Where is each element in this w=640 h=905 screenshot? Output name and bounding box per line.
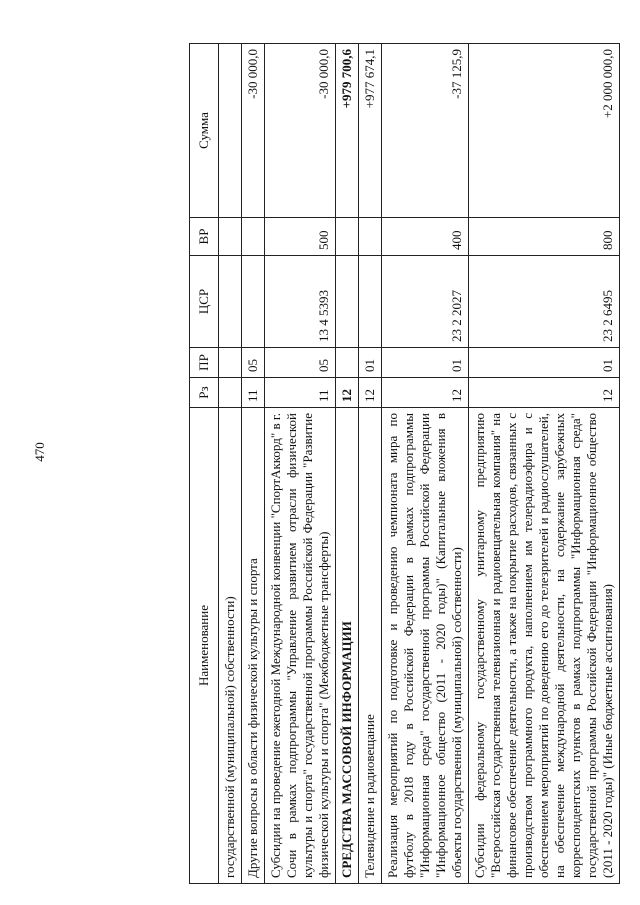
budget-table-sheet bbox=[189, 44, 640, 884]
header-csr: ЦСР bbox=[190, 256, 219, 348]
row-csr bbox=[242, 256, 265, 348]
row-rz: 12 bbox=[359, 378, 382, 408]
row-vr: 400 bbox=[382, 218, 469, 256]
row-pr: 05 bbox=[265, 348, 336, 378]
table-row bbox=[359, 44, 382, 884]
row-name: Другие вопросы в области физической культуры и спорта bbox=[242, 408, 265, 884]
header-name: Наименование bbox=[190, 408, 219, 884]
row-csr: 23 2 2027 bbox=[382, 256, 469, 348]
page-number: 470 bbox=[32, 442, 47, 462]
row-rz bbox=[219, 378, 242, 408]
row-sum: +977 674,1 bbox=[359, 44, 382, 218]
table-row bbox=[219, 44, 242, 884]
row-sum bbox=[219, 44, 242, 218]
row-pr bbox=[336, 348, 359, 378]
row-sum: +979 700,6 bbox=[336, 44, 359, 218]
row-name: Телевидение и радиовещание bbox=[359, 408, 382, 884]
row-vr bbox=[242, 218, 265, 256]
header-sum: Сумма bbox=[190, 44, 219, 218]
row-rz: 12 bbox=[382, 378, 469, 408]
table-row bbox=[469, 44, 620, 884]
row-csr: 23 2 6495 bbox=[469, 256, 620, 348]
row-csr bbox=[336, 256, 359, 348]
table-row bbox=[382, 44, 469, 884]
table-header-row bbox=[190, 44, 219, 884]
row-rz: 11 bbox=[265, 378, 336, 408]
row-name: Субсидии федеральному государственному унитарному предприятию "Всероссийская государственная телевизионная и радиовещательная компания" на финансовое обеспечение деятельности, а также на покрытие расходов, связанных с производством программного продукта, наполнением им телерадиоэфира и с обеспечением мероприятий по доведению его до телезрителей и радиослушателей, на обеспечение международной деятельности, на содержание зарубежных корреспондентских пунктов в рамках подпрограммы "Информационная среда" государственной программы Российской Федерации "Информационное общество (2011 - 2020 годы)" (Иные бюджетные ассигнования) bbox=[469, 408, 620, 884]
row-vr: 800 bbox=[469, 218, 620, 256]
row-csr bbox=[219, 256, 242, 348]
row-pr bbox=[219, 348, 242, 378]
row-pr: 01 bbox=[469, 348, 620, 378]
row-vr: 500 bbox=[265, 218, 336, 256]
row-rz: 11 bbox=[242, 378, 265, 408]
table-row bbox=[242, 44, 265, 884]
row-csr: 13 4 5393 bbox=[265, 256, 336, 348]
row-pr: 01 bbox=[359, 348, 382, 378]
row-pr: 01 bbox=[382, 348, 469, 378]
header-vr: ВР bbox=[190, 218, 219, 256]
header-pr: ПР bbox=[190, 348, 219, 378]
row-sum: +2 000 000,0 bbox=[469, 44, 620, 218]
budget-table bbox=[189, 43, 620, 884]
row-vr bbox=[336, 218, 359, 256]
row-csr bbox=[359, 256, 382, 348]
row-rz: 12 bbox=[469, 378, 620, 408]
row-sum: -30 000,0 bbox=[242, 44, 265, 218]
row-sum: -30 000,0 bbox=[265, 44, 336, 218]
row-name: Субсидии на проведение ежегодной Международной конвенции "СпортАккорд" в г. Сочи в рамках подпрограммы "Управление развитием отрасли физической культуры и спорта" государственной программы Российской Федерации "Развитие физической культуры и спорта" (Межбюджетные трансферты) bbox=[265, 408, 336, 884]
row-name: государственной (муниципальной) собственности) bbox=[219, 408, 242, 884]
row-vr bbox=[359, 218, 382, 256]
row-rz: 12 bbox=[336, 378, 359, 408]
header-rz: Рз bbox=[190, 378, 219, 408]
row-vr bbox=[219, 218, 242, 256]
table-row bbox=[265, 44, 336, 884]
row-pr: 05 bbox=[242, 348, 265, 378]
row-name: СРЕДСТВА МАССОВОЙ ИНФОРМАЦИИ bbox=[336, 408, 359, 884]
row-sum: -37 125,9 bbox=[382, 44, 469, 218]
row-name: Реализация мероприятий по подготовке и проведению чемпионата мира по футболу в 2018 году в Российской Федерации в рамках подпрограммы "Информационная среда" государственной программы Российской Федерации "Информационное общество (2011 - 2020 годы)" (Капитальные вложения в объекты государственной (муниципальной) собственности) bbox=[382, 408, 469, 884]
table-row-section bbox=[336, 44, 359, 884]
